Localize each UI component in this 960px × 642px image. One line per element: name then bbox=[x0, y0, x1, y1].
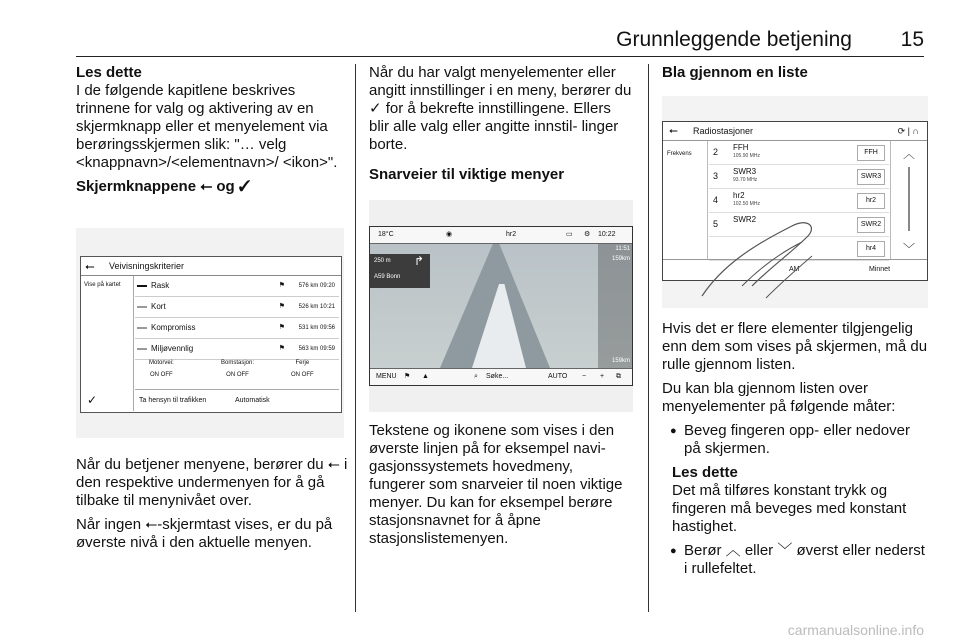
paragraph: Når du har valgt menyelementer eller angitt innstillinger i en meny, berører du ✓ for å bekrefte innstillingene. Ellers blir alle valg eller angitte innstil- linger borte. bbox=[369, 64, 632, 153]
chevron-down-icon[interactable]: ﹀ bbox=[903, 242, 916, 256]
watermark: carmanualsonline.info bbox=[787, 622, 924, 638]
bottom-bar bbox=[370, 368, 632, 385]
station-frequency: 105.90 MHz bbox=[733, 153, 760, 159]
item-number: 2 bbox=[713, 147, 719, 157]
plus-icon[interactable]: + bbox=[600, 373, 605, 380]
route-line-icon bbox=[137, 306, 147, 308]
route-line-icon bbox=[137, 285, 147, 287]
column-2 bbox=[369, 64, 633, 190]
station-frequency: 102.50 MHz bbox=[733, 201, 760, 207]
column-1 bbox=[76, 64, 348, 202]
page-header bbox=[0, 0, 960, 56]
temperature[interactable]: 18°C bbox=[378, 231, 394, 238]
title-bar bbox=[81, 257, 341, 276]
off-label: OFF bbox=[236, 372, 249, 378]
eta-time: 11:51 bbox=[615, 246, 630, 252]
search-icon[interactable]: ⌕ bbox=[474, 373, 478, 380]
list-item[interactable] bbox=[135, 318, 339, 339]
preset-button[interactable]: hr2 bbox=[857, 193, 885, 209]
flag-icon[interactable]: ⚑ bbox=[404, 373, 411, 380]
route-time: 576 km 09:20 bbox=[298, 283, 335, 289]
route-options bbox=[135, 358, 339, 386]
bullet-item: ● Beveg fingeren opp- eller nedover på skjermen. bbox=[662, 422, 928, 458]
page-number: 15 bbox=[900, 28, 924, 51]
note-text: I de følgende kapitlene beskrives trinnene for valg og aktivering av en skjermknapp eller et menyelement via berøringsskjermen slik: "… velg <knappnavn>/<elementnavn>/ <ikon>". bbox=[76, 82, 338, 171]
list-item[interactable] bbox=[709, 141, 889, 165]
option-label: Bomstasjon: bbox=[221, 360, 255, 366]
gear-icon[interactable]: ⚙ bbox=[584, 231, 591, 238]
flag-icon: ⚑ bbox=[278, 282, 285, 289]
clock: 10:22 bbox=[598, 231, 616, 238]
traffic-row[interactable] bbox=[135, 389, 339, 412]
on-label: ON bbox=[291, 372, 300, 378]
section-title: Snarveier til viktige menyer bbox=[369, 166, 565, 183]
screen-title: Veivisningskriterier bbox=[109, 261, 185, 271]
option-ferry[interactable] bbox=[291, 360, 314, 378]
flag-icon: ⚑ bbox=[278, 345, 285, 352]
location-icon[interactable]: ◉ bbox=[446, 231, 453, 238]
title-bar bbox=[663, 122, 927, 141]
route-line-icon bbox=[137, 348, 147, 350]
menu-button[interactable]: MENU bbox=[376, 373, 397, 380]
route-time: 563 km 09:59 bbox=[298, 346, 335, 352]
off-label: OFF bbox=[301, 372, 314, 378]
back-arrow-icon[interactable]: ⭠ bbox=[669, 125, 678, 137]
back-arrow-icon[interactable]: ⭠ bbox=[85, 259, 95, 273]
navigation-arrow-icon[interactable]: ▲ bbox=[422, 373, 429, 380]
route-name: Miljøvennlig bbox=[151, 344, 194, 353]
turn-distance: 250 m bbox=[374, 258, 391, 264]
route-name: Kompromiss bbox=[151, 323, 196, 332]
phone-icon[interactable]: ▭ bbox=[566, 231, 573, 238]
station-name: SWR2 bbox=[733, 215, 757, 224]
route-line-icon bbox=[137, 327, 147, 329]
list-item[interactable] bbox=[135, 276, 339, 297]
column-2-bottom bbox=[369, 422, 633, 554]
note-title: Les dette bbox=[76, 64, 142, 81]
paragraph: Når ingen ⭠-skjermtast vises, er du på øverste nivå i den aktuelle menyen. bbox=[76, 516, 333, 551]
minus-icon[interactable]: − bbox=[582, 373, 587, 380]
check-icon[interactable]: ✓ bbox=[87, 393, 98, 407]
eta-distance: 159km bbox=[611, 256, 630, 262]
header-divider bbox=[76, 56, 924, 57]
list-item[interactable] bbox=[135, 339, 339, 360]
station-frequency: 93.70 MHz bbox=[733, 177, 758, 183]
route-list bbox=[135, 276, 339, 360]
option-label: Motorvei: bbox=[149, 360, 174, 366]
item-number: 4 bbox=[713, 195, 719, 205]
screen bbox=[80, 256, 342, 413]
column-3 bbox=[662, 64, 928, 88]
road-name: A59 Bonn bbox=[374, 274, 401, 280]
note-text: Det må tilføres konstant trykk og fingeren må beveges med konstant hastighet. bbox=[672, 482, 907, 535]
memory-button[interactable]: Minnet bbox=[869, 266, 891, 273]
flag-icon: ⚑ bbox=[278, 324, 285, 331]
turn-arrow-icon: ↱ bbox=[414, 254, 425, 268]
screen bbox=[369, 226, 633, 386]
scroll-track[interactable] bbox=[908, 167, 910, 231]
frequency-button[interactable]: Frekvens bbox=[667, 151, 692, 157]
list-item[interactable] bbox=[135, 297, 339, 318]
view-icon[interactable]: ⧉ bbox=[616, 373, 621, 380]
note-title: Les dette bbox=[672, 464, 738, 481]
option-toll[interactable] bbox=[221, 360, 254, 378]
item-number: 5 bbox=[713, 219, 719, 229]
finger-illustration bbox=[682, 186, 832, 306]
station-name: hr2 bbox=[733, 191, 745, 200]
map-view[interactable] bbox=[370, 244, 632, 368]
preset-button[interactable]: FFH bbox=[857, 145, 885, 161]
route-time: 531 km 09:56 bbox=[298, 325, 335, 331]
auto-button[interactable]: AUTO bbox=[548, 373, 568, 380]
page-title: Grunnleggende betjening bbox=[616, 28, 852, 51]
traffic-value: Automatisk bbox=[235, 397, 270, 404]
route-name: Kort bbox=[151, 302, 166, 311]
column-divider bbox=[648, 64, 649, 612]
eta-distance-bottom: 159km bbox=[611, 358, 630, 364]
preset-button[interactable]: SWR3 bbox=[857, 169, 885, 185]
am-button[interactable]: AM bbox=[789, 266, 800, 273]
item-number: 3 bbox=[713, 171, 719, 181]
preset-button[interactable]: SWR2 bbox=[857, 217, 885, 233]
on-label: ON bbox=[150, 372, 159, 378]
paragraph: Når du betjener menyene, berører du ⭠ i den respektive undermenyen for å gå tilbake til menynivået over. bbox=[76, 456, 348, 509]
figure-navigation bbox=[369, 200, 633, 412]
column-1-bottom bbox=[76, 456, 348, 558]
column-divider bbox=[355, 64, 356, 612]
on-label: ON bbox=[226, 372, 236, 378]
preset-button[interactable]: hr4 bbox=[857, 241, 885, 257]
off-label: OFF bbox=[160, 372, 173, 378]
figure-radio-list bbox=[662, 96, 928, 308]
screen-title: Radiostasjoner bbox=[693, 126, 754, 136]
route-time: 526 km 10:21 bbox=[298, 304, 335, 310]
chevron-up-icon[interactable]: ︿ bbox=[903, 147, 916, 161]
option-motorway[interactable] bbox=[149, 360, 174, 378]
station-name: FFH bbox=[733, 143, 749, 152]
scroll-bar[interactable] bbox=[890, 141, 927, 259]
station-name: SWR3 bbox=[733, 167, 757, 176]
option-label: Ferje bbox=[295, 360, 310, 366]
search-button[interactable]: Søke... bbox=[486, 373, 509, 380]
paragraph: Hvis det er flere elementer tilgjengelig enn dem som vises på skjermen, må du rulle gjennom listen. bbox=[662, 320, 928, 373]
side-panel bbox=[81, 276, 134, 411]
column-3-bottom bbox=[662, 320, 928, 584]
traffic-label: Ta hensyn til trafikken bbox=[139, 397, 207, 404]
station-shortcut[interactable]: hr2 bbox=[506, 231, 517, 238]
flag-icon: ⚑ bbox=[278, 303, 285, 310]
show-on-map-button[interactable]: Vise på kartet bbox=[84, 282, 121, 288]
eta-panel bbox=[598, 244, 632, 368]
section-title: Bla gjennom en liste bbox=[662, 64, 808, 81]
route-name: Rask bbox=[151, 281, 170, 290]
bullet-item: ● Berør ︿ eller ﹀ øverst eller nederst i rullefeltet. bbox=[662, 542, 928, 578]
top-bar bbox=[370, 227, 632, 244]
refresh-icon[interactable]: ⟳ | ∩ bbox=[897, 126, 919, 136]
paragraph: Tekstene og ikonene som vises i den øverste linjen på for eksempel navi- gasjonssystemets hovedmeny, fungerer som snarveier til noen viktige menyer. Du kan for eksempel berøre stasjonsnavnet for å åpne stasjonslistemenyen. bbox=[369, 422, 623, 547]
section-title: Skjermknappene ⭠ og ✓ bbox=[76, 178, 251, 195]
paragraph: Du kan bla gjennom listen over menyelementer på følgende måter: bbox=[662, 380, 896, 415]
figure-route-criteria bbox=[76, 228, 344, 438]
